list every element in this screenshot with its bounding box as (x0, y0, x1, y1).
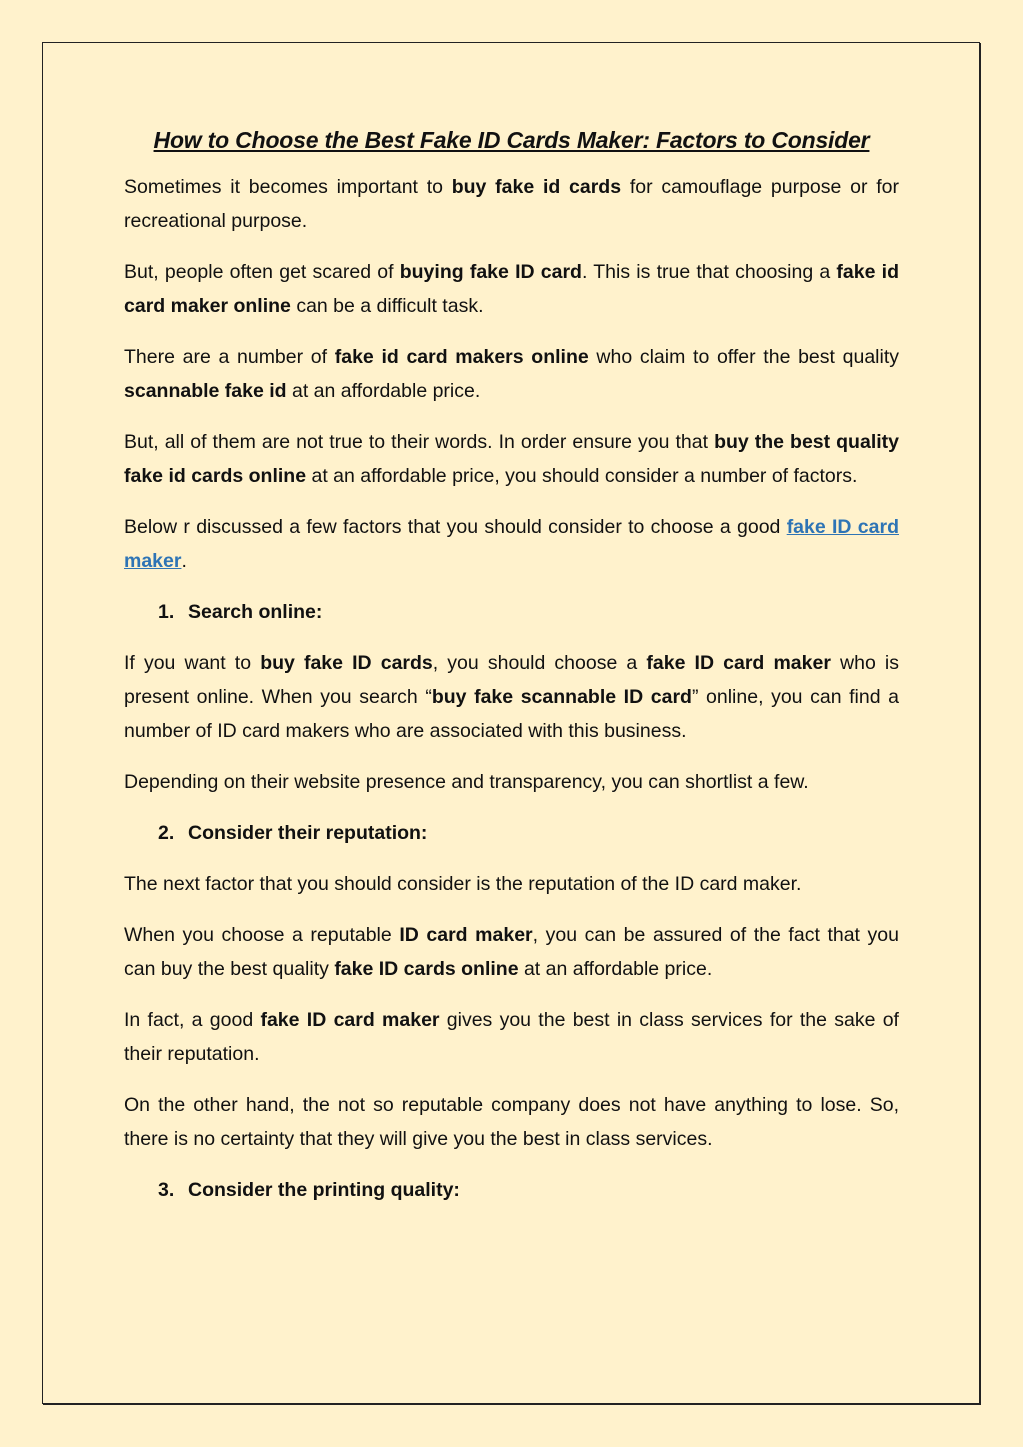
paragraph-shortlist: Depending on their website presence and transparency, you can shortlist a few. (124, 771, 809, 793)
heading-reputation: 2. Consider their reputation: (158, 822, 428, 844)
fake-id-card-maker-link[interactable]: fake ID card maker (124, 516, 899, 572)
paragraph-search: If you want to buy fake ID cards, you should choose a fake ID card maker who is present online. When you search “buy fake scannable ID card” online, you can find a number of ID card makers who are associated with this business. (124, 652, 900, 742)
paragraph-next-factor: The next factor that you should consider is the reputation of the ID card maker. (124, 873, 802, 895)
heading-printing-quality: 3. Consider the printing quality: (158, 1179, 460, 1201)
heading-search-online: 1. Search online: (158, 601, 323, 623)
document-title: How to Choose the Best Fake ID Cards Maker: Factors to Consider (153, 127, 870, 153)
paragraph-fear: But, people often get scared of buying fake ID card. This is true that choosing a fake id card maker online can be a difficult task. (124, 261, 899, 317)
paragraph-other-hand: On the other hand, the not so reputable company does not have anything to lose. So, there is no certainty that they will give you the best in class services. (124, 1094, 899, 1150)
document-body (124, 124, 899, 1224)
paragraph-factors: But, all of them are not true to their words. In order ensure you that buy the best quality fake id cards online at an affordable price, you should consider a number of factors. (124, 431, 899, 487)
paragraph-reputable: When you choose a reputable ID card maker, you can be assured of the fact that you can buy the best quality fake ID cards online at an affordable price. (124, 924, 899, 980)
paragraph-makers: There are a number of fake id card makers online who claim to offer the best quality scannable fake id at an affordable price. (124, 346, 899, 402)
paragraph-below: Below r discussed a few factors that you should consider to choose a good fake ID card maker. (124, 516, 899, 572)
paragraph-intro: Sometimes it becomes important to buy fake id cards for camouflage purpose or for recreational purpose. (124, 176, 899, 232)
paragraph-in-fact: In fact, a good fake ID card maker gives you the best in class services for the sake of their reputation. (124, 1009, 899, 1065)
